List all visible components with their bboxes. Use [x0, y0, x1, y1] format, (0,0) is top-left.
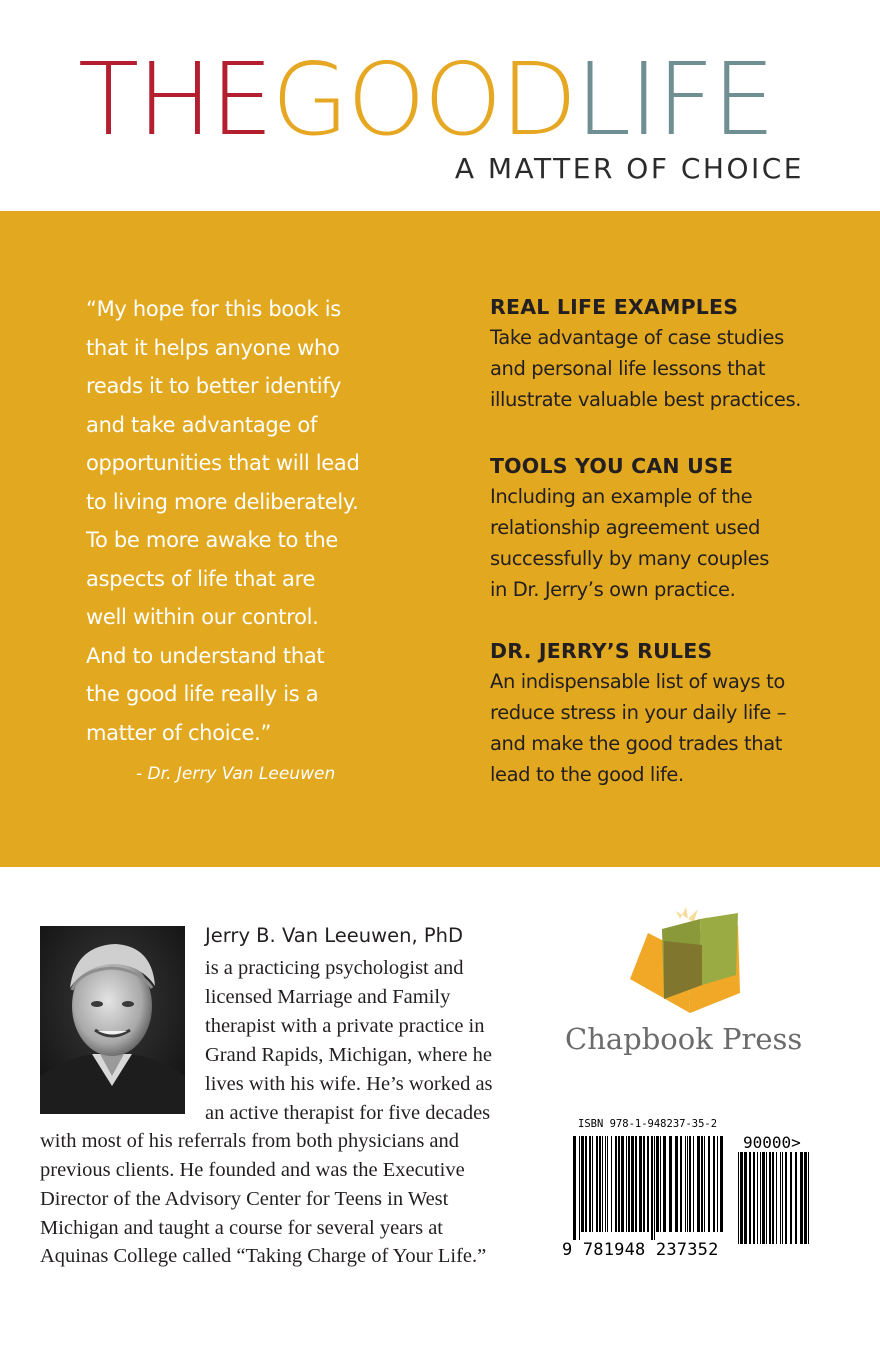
barcode-bar: [780, 1152, 781, 1244]
barcode-bar: [611, 1136, 612, 1232]
barcode-bar: [757, 1152, 758, 1244]
barcode-bar: [693, 1136, 694, 1232]
bio-line: lives with his wife. He’s worked as: [205, 1073, 493, 1095]
quote-line: To be more awake to the: [86, 528, 339, 552]
barcode-bar: [596, 1136, 598, 1232]
barcode-bar: [795, 1152, 797, 1244]
barcode-bar: [790, 1152, 792, 1244]
barcode-bar: [581, 1136, 584, 1232]
barcode-bar: [663, 1136, 666, 1232]
barcode-bar: [669, 1136, 672, 1232]
barcode-bar: [660, 1136, 661, 1232]
barcode-bar: [635, 1136, 637, 1232]
barcode-bar: [579, 1136, 580, 1240]
feature-dr-jerrys-rules: [490, 636, 840, 790]
bio-line: Aquinas College called “Taking Charge of Your Life.”: [40, 1245, 487, 1267]
barcode-bar: [599, 1136, 601, 1232]
barcode-bar: [654, 1136, 655, 1240]
barcode-bar: [621, 1136, 624, 1232]
barcode-bar: [589, 1136, 591, 1232]
barcode-bar: [656, 1136, 659, 1232]
isbn-digits: 9 781948 237352: [562, 1240, 719, 1260]
barcode-bar: [585, 1136, 587, 1232]
title-the: THE: [78, 41, 272, 158]
bio-line: previous clients. He founded and was the Executive: [40, 1159, 465, 1181]
quote-line: the good life really is a: [86, 682, 319, 706]
barcode-bar: [769, 1152, 771, 1244]
publisher-book-icon: [628, 905, 748, 1015]
bio-line: therapist with a private practice in: [205, 1015, 485, 1037]
barcode-bar: [602, 1136, 603, 1232]
barcode-bar: [785, 1152, 787, 1244]
barcode-bar: [804, 1152, 807, 1244]
feature-text: Take advantage of case studies and personal life lessons that illustrate valuable best practices.: [490, 326, 802, 411]
barcode-bar: [772, 1152, 774, 1244]
barcode-bar: [605, 1136, 606, 1232]
quote-line: “My hope for this book is: [86, 297, 341, 321]
barcode-bar: [573, 1136, 576, 1240]
barcode-bar: [615, 1136, 617, 1232]
feature-heading: REAL LIFE EXAMPLES: [490, 295, 739, 319]
barcode-bar: [717, 1136, 718, 1232]
quote-line: aspects of life that are: [86, 566, 316, 591]
barcode-bar: [776, 1152, 777, 1244]
barcode-bar: [639, 1136, 642, 1232]
barcode-bar: [762, 1152, 765, 1244]
barcode-bar: [744, 1152, 747, 1244]
barcode-bar: [626, 1136, 627, 1232]
barcode-bar: [697, 1136, 700, 1232]
quote-line: that it helps anyone who: [86, 335, 340, 360]
publisher-name: Chapbook Press: [565, 1022, 803, 1056]
author-portrait-image: [40, 926, 185, 1114]
barcode-bar: [808, 1152, 809, 1244]
barcode-bar: [628, 1136, 630, 1232]
barcode-bar: [643, 1136, 645, 1232]
book-subtitle: A MATTER OF CHOICE: [454, 152, 804, 185]
feature-real-life-examples: [490, 292, 840, 415]
bio-line: is a practicing psychologist and: [205, 957, 464, 979]
barcode-bar: [749, 1152, 751, 1244]
barcode-bars: [573, 1136, 725, 1240]
barcode-bar: [689, 1136, 691, 1232]
barcode-bar: [738, 1152, 739, 1244]
book-title: [78, 41, 818, 158]
quote-line: matter of choice.”: [86, 720, 272, 745]
barcode-bar: [680, 1136, 682, 1232]
quote-line: well within our control.: [86, 605, 319, 629]
quote-line: opportunities that will lead: [86, 451, 360, 475]
bio-line: Grand Rapids, Michigan, where he: [205, 1044, 492, 1066]
isbn-label: ISBN 978-1-948237-35-2: [578, 1118, 718, 1130]
quote-line: reads it to better identify: [86, 374, 342, 398]
barcode-bar: [647, 1136, 649, 1232]
barcode-bar: [704, 1136, 705, 1232]
barcode-bar: [631, 1136, 634, 1232]
barcode-bar: [740, 1152, 743, 1244]
quote-line: And to understand that: [86, 643, 325, 668]
feature-tools-you-can-use: [490, 451, 840, 605]
title-good: GOOD: [271, 41, 576, 158]
author-name: Jerry B. Van Leeuwen, PhD: [205, 924, 463, 947]
quote-line: and take advantage of: [86, 412, 318, 437]
quote-attribution: - Dr. Jerry Van Leeuwen: [136, 764, 336, 784]
barcode-addon-bars: [738, 1152, 812, 1252]
barcode-bar: [782, 1152, 783, 1244]
quote-line: to living more deliberately.: [86, 489, 359, 514]
barcode-bar: [753, 1152, 755, 1244]
feature-heading: TOOLS YOU CAN USE: [490, 454, 734, 478]
barcode-bar: [766, 1152, 767, 1244]
barcode-bar: [592, 1136, 593, 1232]
barcode-bar: [708, 1136, 710, 1232]
feature-text: Including an example of the relationship agreement used successfully by many couples in Dr. Jerry’s own practice.: [490, 485, 769, 601]
barcode-bar: [685, 1136, 686, 1232]
author-quote: [86, 290, 416, 752]
author-photo: [40, 926, 185, 1114]
barcode-bar: [701, 1136, 703, 1232]
barcode-bar: [651, 1136, 653, 1240]
barcode-bar: [675, 1136, 678, 1232]
barcode-bar: [760, 1152, 761, 1244]
bio-line: Director of the Advisory Center for Teens in West: [40, 1188, 449, 1210]
barcode-bar: [618, 1136, 620, 1232]
barcode-bar: [800, 1152, 803, 1244]
barcode-bar: [713, 1136, 715, 1232]
bio-line: licensed Marriage and Family: [205, 986, 451, 1008]
bio-line: an active therapist for five decades: [205, 1102, 491, 1124]
feature-heading: DR. JERRY’S RULES: [490, 639, 713, 663]
bio-line: with most of his referrals from both physicians and: [40, 1130, 460, 1152]
bio-line: Michigan and taught a course for several years at: [40, 1217, 444, 1239]
title-life: LIFE: [575, 41, 774, 158]
feature-text: An indispensable list of ways to reduce stress in your daily life – and make the good trades that lead to the good life.: [490, 670, 787, 786]
barcode-bar: [720, 1136, 723, 1232]
barcode-bar: [687, 1136, 688, 1232]
barcode-bar: [607, 1136, 608, 1232]
price-code: 90000>: [743, 1133, 801, 1152]
